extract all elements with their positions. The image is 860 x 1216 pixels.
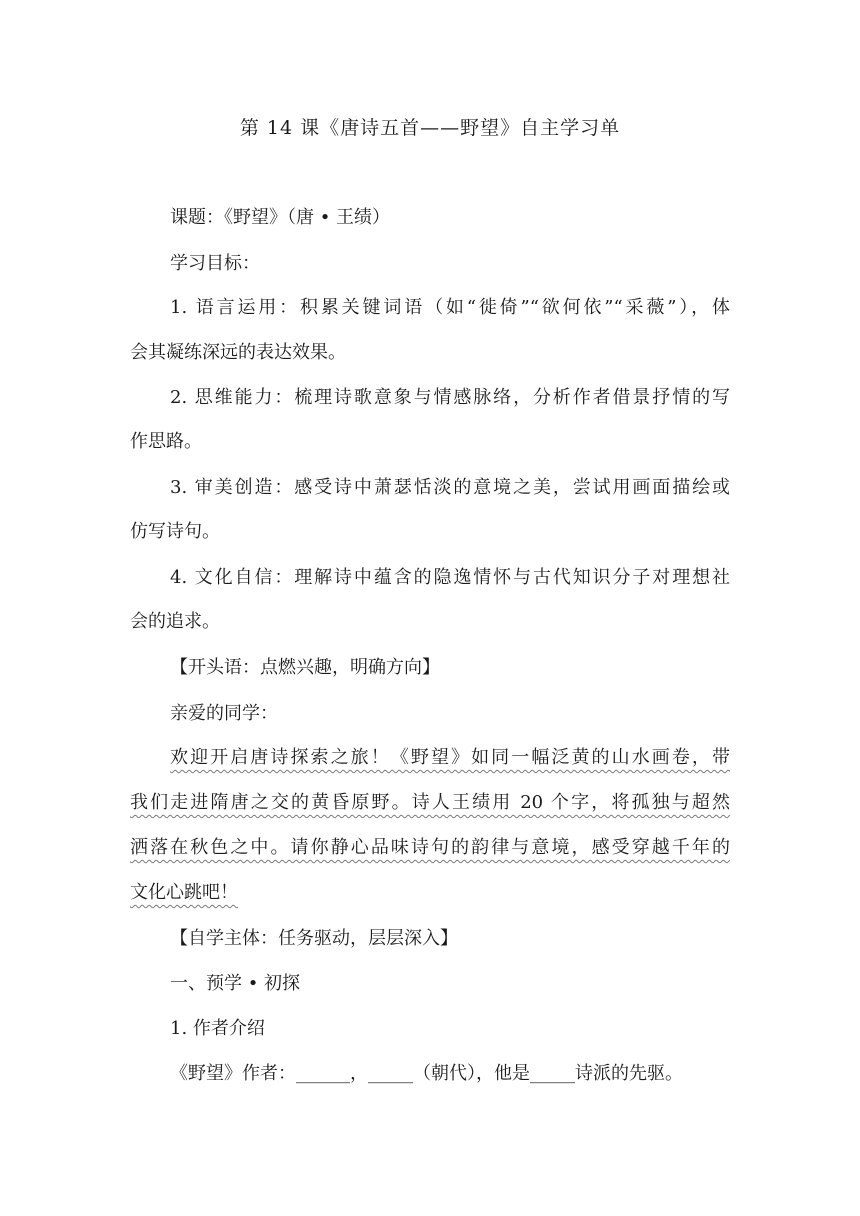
fill-separator: ， (350, 1063, 368, 1084)
author-intro-title: 1. 作者介绍 (170, 1018, 265, 1039)
goal-3-line2: 仿写诗句。 (130, 521, 220, 542)
opening-heading: 【开头语：点燃兴趣，明确方向】 (170, 657, 440, 678)
goal-4-line2: 会的追求。 (130, 611, 220, 632)
goals-heading: 学习目标： (170, 253, 260, 274)
opening-paragraph-line4: 文化心跳吧！ (130, 882, 238, 903)
page-title: 第 14 课《唐诗五首——野望》自主学习单 (239, 117, 621, 139)
opening-paragraph-line1: 欢迎开启唐诗探索之旅！《野望》如同一幅泛黄的山水画卷，带 (170, 747, 730, 768)
opening-greeting: 亲爱的同学： (170, 703, 278, 724)
goal-3-line1: 3. 审美创造：感受诗中萧瑟恬淡的意境之美，尝试用画面描绘或 (170, 477, 730, 498)
opening-paragraph-line2: 我们走进隋唐之交的黄昏原野。诗人王绩用 20 个字，将孤独与超然 (130, 792, 730, 813)
goal-4-line1: 4. 文化自信：理解诗中蕴含的隐逸情怀与古代知识分子对理想社 (170, 567, 730, 588)
fill-suffix: 诗派的先驱。 (575, 1063, 683, 1084)
poetry-school-blank[interactable]: _____ (530, 1063, 575, 1084)
fill-prefix: 《野望》作者： (170, 1063, 296, 1084)
goal-1-line1: 1. 语言运用：积累关键词语（如“徙倚”“欲何依”“采薇”），体 (170, 297, 730, 318)
author-name-blank[interactable]: ______ (296, 1063, 350, 1084)
dynasty-blank[interactable]: _____ (368, 1063, 413, 1084)
section-preview-title: 一、预学 • 初探 (170, 973, 301, 994)
goal-2-line1: 2. 思维能力：梳理诗歌意象与情感脉络，分析作者借景抒情的写 (170, 387, 730, 408)
goal-1-line2: 会其凝练深远的表达效果。 (130, 342, 346, 363)
opening-paragraph-line3: 洒落在秋色之中。请你静心品味诗句的韵律与意境，感受穿越千年的 (130, 837, 730, 858)
lesson-subject: 课题：《野望》（唐 • 王绩） (170, 207, 391, 228)
author-fill-in (170, 1059, 740, 1089)
goal-2-line2: 作思路。 (130, 431, 202, 452)
main-heading: 【自学主体：任务驱动，层层深入】 (170, 928, 458, 949)
fill-middle: （朝代），他是 (413, 1063, 530, 1084)
